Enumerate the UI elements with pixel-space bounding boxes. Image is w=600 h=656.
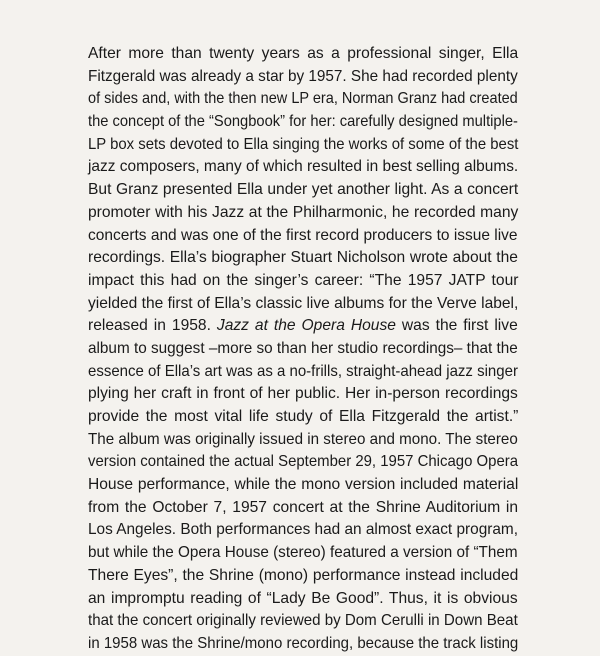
text-line: that the concert originally reviewed by Dom Cerulli in Down Beat xyxy=(88,612,518,630)
text-line: The album was originally issued in stereo and mono. The stereo xyxy=(88,430,518,448)
text-line: an impromptu reading of “Lady Be Good”. Thus, it is obvious xyxy=(88,589,518,607)
text-line: essence of Ella’s art was as a no-frills, straight-ahead jazz singer xyxy=(88,362,518,380)
text-line: but while the Opera House (stereo) featured a version of “Them xyxy=(88,544,518,562)
text-line: of sides and, with the then new LP era, Norman Granz had created xyxy=(88,90,518,108)
text-line: impact this had on the singer’s career: “The 1957 JATP tour xyxy=(88,271,519,289)
text-line: yielded the first of Ella’s classic live albums for the Verve label, xyxy=(88,294,519,312)
text-line: from the October 7, 1957 concert at the Shrine Auditorium in xyxy=(88,498,519,516)
text-line: But Granz presented Ella under yet another light. As a concert xyxy=(88,181,519,199)
text-line: recordings. Ella’s biographer Stuart Nicholson wrote about the xyxy=(88,249,518,267)
text-line: promoter with his Jazz at the Philharmonic, he recorded many xyxy=(88,203,519,221)
text-line: House performance, while the mono version included material xyxy=(88,476,519,494)
text-line: plying her craft in front of her public. Her in-person recordings xyxy=(88,385,518,403)
text-line: version contained the actual September 29, 1957 Chicago Opera xyxy=(88,453,519,471)
text-line: in 1958 was the Shrine/mono recording, because the track listing xyxy=(88,634,519,652)
text-line-album-title: released in 1958. Jazz at the Opera House was the first live xyxy=(88,317,518,335)
text-line: LP box sets devoted to Ella singing the works of some of the best xyxy=(88,135,519,153)
text-line: concerts and was one of the first record producers to issue live xyxy=(88,226,518,244)
text-line: Los Angeles. Both performances had an almost exact program, xyxy=(88,521,519,539)
text-line: Fitzgerald was already a star by 1957. She had recorded plenty xyxy=(88,67,518,85)
text-line: After more than twenty years as a professional singer, Ella xyxy=(88,45,519,62)
text-line: jazz composers, many of which resulted in best selling albums. xyxy=(88,158,519,176)
text-line: the concept of the “Songbook” for her: carefully designed multiple- xyxy=(88,113,518,131)
text-line: provide the most vital life study of Ella Fitzgerald the artist.” xyxy=(88,408,519,425)
body-text xyxy=(88,43,518,656)
text-line: There Eyes”, the Shrine (mono) performance instead included xyxy=(88,566,519,584)
text-line: album to suggest –more so than her studio recordings– that the xyxy=(88,339,518,357)
album-title-italic: Jazz at the Opera House xyxy=(216,317,396,335)
